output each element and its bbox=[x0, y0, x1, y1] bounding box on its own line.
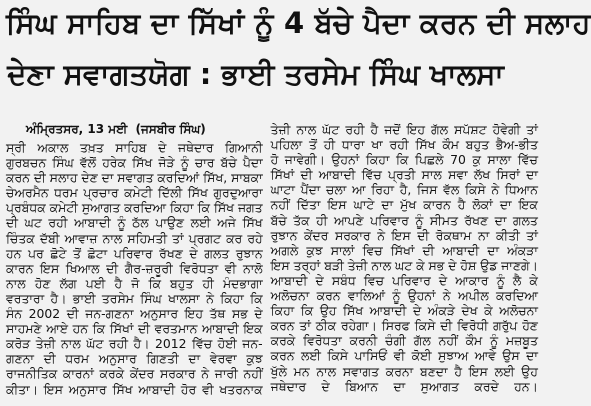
text-line: ਚਿੰਤਕ ਦੱਬੀ ਆਵਾਜ਼ ਨਾਲ ਸਹਿਮਤੀ ਤਾਂ ਪ੍ਰਗਟ ਕਰ ਰਹੇ bbox=[6, 230, 263, 246]
text-line: ਅਗਲੇ ਕੁਝ ਸਾਲਾਂ ਵਿਚ ਸਿੱਖਾਂ ਦੀ ਆਬਾਦੀ ਦਾ ਅੰਕੜਾ bbox=[270, 242, 538, 258]
text-line: ਰੁਝਾਨ ਕੇਂਦਰ ਸਰਕਾਰ ਨੇ ਇਸ ਦੀ ਰੋਕਥਾਮ ਨਾ ਕੀਤੀ ਤਾਂ bbox=[270, 227, 538, 243]
text-line: ਸਿੱਖਾਂ ਦੀ ਆਬਾਦੀ ਵਿੱਚ ਪ੍ਰਤੀ ਸਾਲ ਸਵਾ ਲੱਖ ਸਿਰਾਂ ਦਾ bbox=[270, 167, 538, 183]
text-line: ਪਹਿਲਾ ਤੋਂ ਹੀ ਧਾਰਾ ਖਾ ਰਹੀ ਸਿੱਖ ਕੌਮ ਬਹੁਤ ਭੈਅ-ਭੀਤ bbox=[270, 137, 538, 153]
paragraph-right bbox=[271, 122, 538, 394]
text-line: ਸਾਹਮਣੇ ਆਏ ਹਨ ਕਿ ਸਿੱਖਾਂ ਦੀ ਵਰਤਮਾਨ ਆਬਾਦੀ ਇਕ bbox=[6, 321, 263, 337]
text-line: ਤੇਜ਼ੀ ਨਾਲ ਘੱਟ ਰਹੀ ਹੈ ਜਦੋਂ ਇਹ ਗੱਲ ਸਪੱਸ਼ਟ ਹੋਵੇਗੀ ਤਾਂ bbox=[270, 122, 538, 137]
dateline-place-date: ਅੰਮ੍ਰਿਤਸਰ, 13 ਮਈ bbox=[26, 122, 128, 136]
text-line: ਹੋ ਜਾਵੇਗੀ। ਉਹਨਾਂ ਕਿਹਾ ਕਿ ਪਿਛਲੇ 70 ਕੁ ਸਾਲਾ ਵਿੱਚ bbox=[270, 152, 538, 168]
text-line: ਕਰਨ ਤਾਂ ਠੀਕ ਰਹੇਗਾ। ਸਿਰਫ ਕਿਸੇ ਦੀ ਵਿਰੋਧੀ ਗਰੁੱਪ ਹੋਣ bbox=[270, 318, 538, 334]
text-line: ਕਰਕੇ ਵਿਰੋਧਤਾ ਕਰਨੀ ਚੰਗੀ ਗੱਲ ਨਹੀਂ ਕੌਮ ਨੂੰ ਮਜ਼ਬੂਤ bbox=[270, 333, 538, 349]
dateline bbox=[6, 122, 263, 137]
text-line: ਘਾਟਾ ਪੈਂਦਾ ਚਲਾ ਆ ਰਿਹਾ ਹੈ, ਜਿਸ ਵੱਲ ਕਿਸੇ ਨੇ ਧਿਆਨ bbox=[270, 182, 538, 198]
text-line: ਨਹੀਂ ਦਿੱਤਾ ਇਸ ਘਾਟੇ ਦਾ ਮੁੱਖ ਕਾਰਨ ਹੈ ਲੋਕਾਂ ਦਾ ਇਕ bbox=[270, 197, 538, 213]
text-line: ਹਨ ਪਰ ਛੋਟੇ ਤੋਂ ਛੋਟਾ ਪਰਿਵਾਰ ਰੱਖਣ ਦੇ ਗਲਤ ਰੁਝਾਨ bbox=[6, 245, 263, 261]
text-line: ਸੰਨ 2002 ਦੀ ਜਨ-ਗਣਨਾ ਅਨੁਸਾਰ ਇਹ ਤੱਥ ਸਭ ਦੇ bbox=[6, 306, 263, 322]
text-line: ਆਬਾਦੀ ਦੇ ਸਬੰਧ ਵਿਚ ਪਰਿਵਾਰ ਦੇ ਆਕਾਰ ਨੂੰ ਲੈ ਕੇ bbox=[270, 272, 538, 288]
text-line: ਵਰਤਾਰਾ ਹੈ। ਭਾਈ ਤਰਸੇਮ ਸਿੰਘ ਖਾਲਸਾ ਨੇ ਕਿਹਾ ਕਿ bbox=[6, 290, 263, 306]
text-line: ਅਲੋਚਨਾ ਕਰਨ ਵਾਲਿਆਂ ਨੂੰ ਉਹਨਾਂ ਨੇ ਅਪੀਲ ਕਰਦਿਆ bbox=[270, 288, 538, 304]
article-body bbox=[6, 122, 538, 404]
text-line: ਕਿਹਾ ਕਿ ਉਹ ਸਿੱਖ ਆਬਾਦੀ ਦੇ ਅੰਕੜੇ ਦੇਖ ਕੇ ਅਲੋਚਨਾ bbox=[270, 303, 538, 319]
text-line: ਸ੍ਰੀ ਅਕਾਲ ਤਖ਼ਤ ਸਾਹਿਬ ਦੇ ਜਥੇਦਾਰ ਗਿਆਨੀ bbox=[6, 140, 263, 155]
text-line: ਕਰਨ ਦੀ ਸਲਾਹ ਦੇਣ ਦਾ ਸਵਾਗਤ ਕਰਦਿਆਂ ਸਿੱਖ, ਸਾਬਕਾ bbox=[6, 170, 263, 186]
text-line: ਕਾਰਨ ਇਸ ਖਿਆਲ ਦੀ ਗੈਰ-ਜ਼ਰੂਰੀ ਵਿਰੋਧਤਾ ਵੀ ਨਾਲੋ bbox=[6, 260, 263, 276]
headline-line-1: ਸਿੰਘ ਸਾਹਿਬ ਦਾ ਸਿੱਖਾਂ ਨੂੰ 4 ਬੱਚੇ ਪੈਦਾ ਕਰਨ ਦੀ ਸਲਾਹ bbox=[6, 6, 591, 40]
text-line: ਕਰੋੜ ਤੇਜ਼ੀ ਨਾਲ ਘੱਟ ਰਹੀ ਹੈ। 2012 ਵਿੱਚ ਹੋਈ ਜਨ- bbox=[6, 336, 263, 352]
column-right bbox=[271, 122, 538, 404]
headline-line-2: ਦੇਣਾ ਸਵਾਗਤਯੋਗ : ਭਾਈ ਤਰਸੇਮ ਸਿੰਘ ਖਾਲਸਾ bbox=[7, 57, 504, 91]
text-line: ਖੁੱਲੇ ਮਨ ਨਾਲ ਸਵਾਗਤ ਕਰਨਾ ਬਣਦਾ ਹੈ ਇਸ ਲਈ ਉਹ bbox=[270, 363, 538, 379]
paragraph-left bbox=[6, 140, 263, 397]
text-line: ਕੀਤਾ। ਇਸ ਅਨੁਸਾਰ ਸਿੱਖ ਆਬਾਦੀ ਹੋਰ ਵੀ ਖਤਰਨਾਕ bbox=[6, 381, 263, 397]
text-line: ਇਸ ਤਰ੍ਹਾਂ ਬੜੀ ਤੇਜ਼ੀ ਨਾਲ ਘਟ ਕੇ ਸਭ ਦੇ ਹੋਸ਼ ਉਡ ਜਾਣਗੇ। bbox=[270, 257, 538, 273]
text-line: ਨਾਲ ਹੋਣ ਲੱਗ ਪਈ ਹੈ ਜੋ ਕਿ ਬਹੁਤ ਹੀ ਮੰਦਭਾਗਾ bbox=[6, 275, 263, 291]
dateline-reporter: (ਜਸਬੀਰ ਸਿੰਘ) bbox=[135, 122, 206, 136]
text-line: ਗਣਨਾ ਦੀ ਧਰਮ ਅਨੁਸਾਰ ਗਿਣਤੀ ਦਾ ਵੇਰਵਾ ਕੁਝ bbox=[6, 351, 263, 367]
column-left bbox=[6, 122, 263, 404]
text-line: ਰਾਜਨੀਤਿਕ ਕਾਰਨਾਂ ਕਰਕੇ ਕੇਂਦਰ ਸਰਕਾਰ ਨੇ ਜਾਰੀ ਨਹੀਂ bbox=[6, 366, 263, 382]
text-line: ਦੀ ਘਟ ਰਹੀ ਆਬਾਦੀ ਨੂੰ ਠੱਲ ਪਾਉਣ ਲਈ ਅਜੇ ਸਿੱਖ bbox=[6, 215, 263, 231]
text-line: ਕਰਨ ਲਈ ਕਿਸੇ ਪਾਸਿਓਂ ਵੀ ਕੋਈ ਸੁਝਾਅ ਆਵੇ ਉਸ ਦਾ bbox=[270, 348, 538, 364]
text-line: ਪ੍ਰਬੰਧਕ ਕਮੇਟੀ ਸੁਆਗਤ ਕਰਦਿਆ ਕਿਹਾ ਕਿ ਸਿੱਖ ਜਗਤ bbox=[6, 200, 263, 216]
text-line: ਚੇਅਰਮੈਨ ਧਰਮ ਪ੍ਰਚਾਰ ਕਮੇਟੀ ਦਿੱਲੀ ਸਿੱਖ ਗੁਰਦੁਆਰਾ bbox=[6, 185, 263, 201]
text-line: ਗੁਰਬਚਨ ਸਿੰਘ ਵੱਲੋਂ ਹਰੇਕ ਸਿੱਖ ਜੋੜੇ ਨੂੰ ਚਾਰ ਬੱਚੇ ਪੈਦਾ bbox=[6, 155, 263, 171]
text-line: ਬੱਚੇ ਤੱਕ ਹੀ ਆਪਣੇ ਪਰਿਵਾਰ ਨੂੰ ਸੀਮਤ ਰੱਖਣ ਦਾ ਗਲਤ bbox=[270, 212, 538, 228]
text-line: ਜਥੇਦਾਰ ਦੇ ਬਿਆਨ ਦਾ ਸੁਆਗਤ ਕਰਦੇ ਹਨ। bbox=[270, 378, 538, 394]
